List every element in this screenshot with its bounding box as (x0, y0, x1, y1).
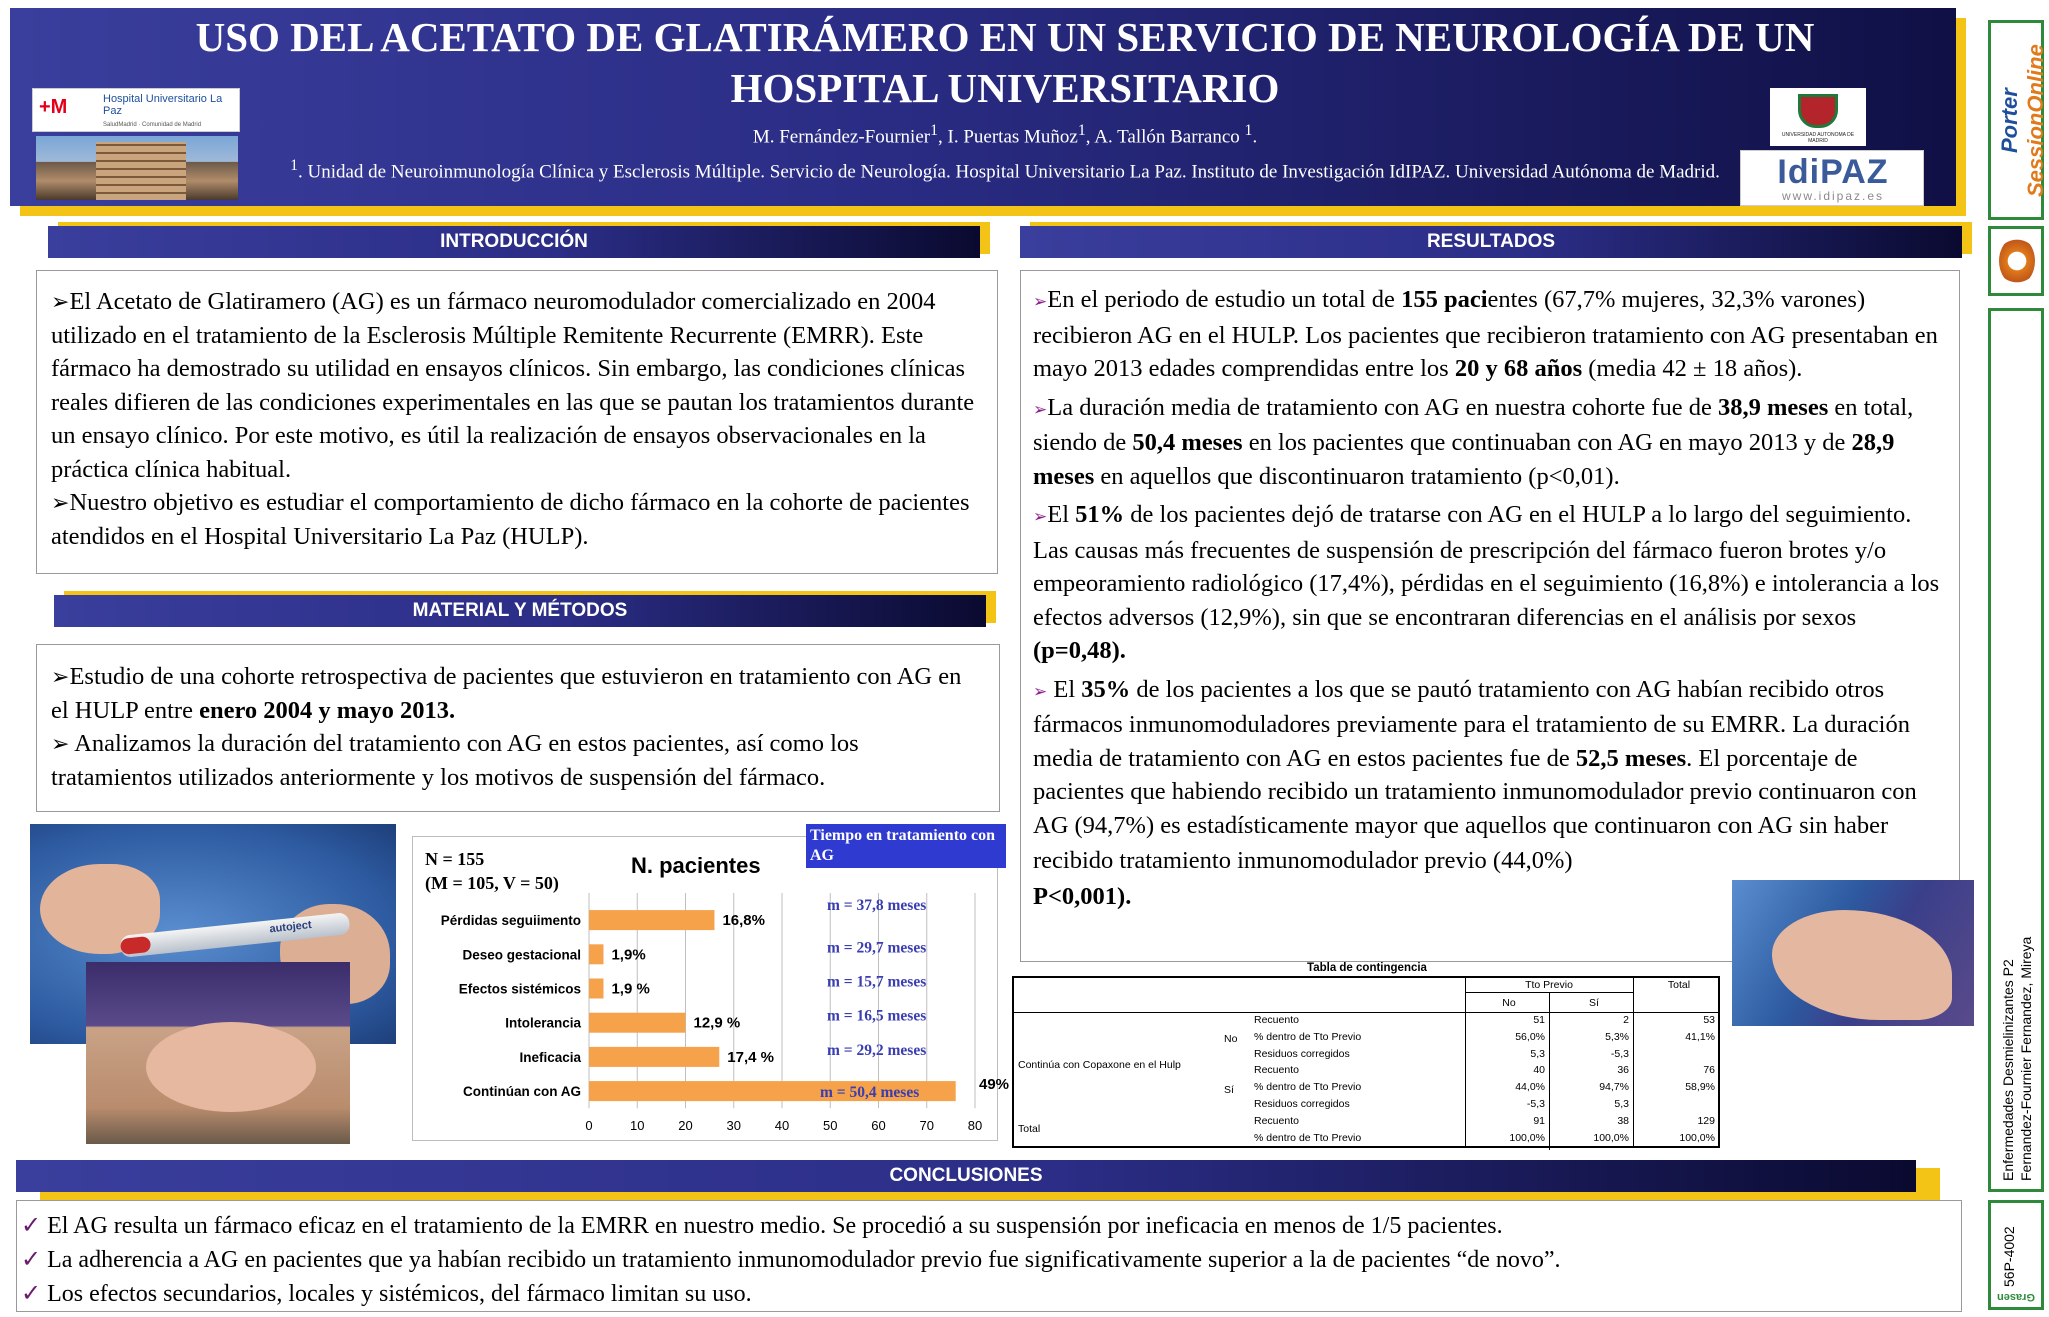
hospital-la-paz-logo (32, 88, 240, 132)
no-cell: 56,0% (1515, 1030, 1545, 1043)
conclusion-item: ✓ El AG resulta un fármaco eficaz en el tratamiento de la EMRR en nuestro medio. Se procedió a su suspensión por ineficacia en menos de 1/5 pacientes. (21, 1213, 1503, 1239)
grasen-brand: Grasen (1997, 1291, 2035, 1303)
x-tick-label: 50 (823, 1118, 838, 1134)
category-label: Efectos sistémicos (458, 981, 581, 997)
mean-duration-label: m = 29,7 meses (827, 939, 927, 957)
results-text: ➢En el periodo de estudio un total de 155 pacientes (67,7% mujeres, 32,3% varones) recibieron AG en el HULP. Los pacientes que recibieron tratamiento con AG presentaban en mayo 2013 edades comprendidas entre los 20 y 68 años (media 42 ± 18 años). ➢La duración media de tratamiento con AG en nuestra cohorte fue de 38,9 meses en total, siendo de 50,4 meses en los pacientes que continuaban con AG en mayo 2013 y de 28,9 meses en aquellos que discontinuaron tratamiento (p<0,01). ➢El 51% de los pacientes dejó de tratarse con AG en el HULP a lo largo del seguimiento. Las causas más frecuentes de suspensión de prescripción del fármaco fueron brotes y/o empeoramiento radiológico (17,4%), pérdidas en el seguimiento (16,8%) e intolerancia a los efectos adversos (12,9%), sin que se encontraran diferencias en el análisis por sexos (p=0,48). ➢ El 35% de los pacientes a los que se pautó tratamiento con AG habían recibido otros fármacos inmunomoduladores previamente para el tratamiento de su EMRR. La duración media de tratamiento con AG en estos pacientes fue de 52,5 meses. El porcentaje de pacientes que habiendo recibido un tratamiento inmunomodulador previo continuaron con AG (94,7%) es estadísticamente mayor que aquellos que continuaron con AG sin haber recibido tratamiento inmunomodulador previo (44,0%) P<0,001). (1020, 270, 1960, 962)
porter-session-logo (1988, 20, 2048, 220)
logo-subtext: SaludMadrid · Comunidad de Madrid (103, 122, 202, 128)
stat-cell: Recuento (1254, 1014, 1299, 1026)
chart-annotation (425, 847, 559, 895)
x-tick-label: 30 (726, 1118, 741, 1134)
si-cell: 5,3% (1605, 1030, 1629, 1043)
crest-icon (1798, 94, 1838, 128)
no-cell: 40 (1533, 1064, 1545, 1077)
intro-header (48, 226, 980, 258)
col-si-header: Sí (1589, 997, 1599, 1009)
x-tick-label: 60 (871, 1118, 886, 1134)
total-cell: 41,1% (1685, 1030, 1715, 1043)
si-cell: 38 (1617, 1114, 1629, 1127)
si-cell: 5,3 (1614, 1098, 1629, 1110)
category-label: Pérdidas seguiimento (440, 913, 581, 929)
check-icon: ✓ (21, 1213, 42, 1239)
affiliation: $^1$. Unidad de Neuroinmunología Clínica y Esclerosis Múltiple. Servicio de Neurología. Hospital Universitario La Paz. Instituto de Investigación IdIPAZ. Universidad Autónoma de Madrid. (290, 157, 1720, 183)
stat-cell: % dentro de Tto Previo (1254, 1030, 1362, 1043)
poster-title: USO DEL ACETATO DE GLATIRÁMERO EN UN SERVICIO DE NEUROLOGÍA DE UN HOSPITAL UNIVERSITARIO (195, 14, 1815, 111)
bar (589, 1047, 719, 1067)
porter-session-text: Porter SessionOnline (1997, 44, 2048, 198)
no-cell: 100,0% (1509, 1131, 1545, 1144)
chart-side-label: Tiempo en tratamiento con AG (806, 824, 1006, 868)
mean-duration-label: m = 50,4 meses (820, 1084, 920, 1102)
contingency-table (1012, 962, 1722, 1150)
uam-caption: UNIVERSIDAD AUTONOMA DE MADRID (1781, 132, 1855, 144)
value-label: 17,4 % (727, 1048, 774, 1066)
contingency-title: Tabla de contingencia (1307, 962, 1427, 974)
check-icon: ✓ (21, 1247, 42, 1273)
bar (589, 910, 714, 930)
conclusions-header (16, 1160, 1916, 1192)
bar (589, 944, 603, 964)
conclusion-item: ✓ La adherencia a AG en pacientes que ya habían recibido un tratamiento inmunomodulador previo fue significativamente superior a la de pacientes “de novo”. (21, 1247, 1561, 1273)
leg-injection-photo (1732, 880, 1974, 1026)
group-no: No (1224, 1033, 1238, 1045)
poster-header (10, 8, 1956, 206)
col-group-header: Tto Previo (1525, 979, 1573, 991)
bar (589, 1013, 686, 1033)
poster-code-box (1988, 1200, 2044, 1310)
si-cell: 94,7% (1599, 1081, 1629, 1094)
mean-duration-label: m = 37,8 meses (827, 897, 927, 915)
mean-duration-label: m = 16,5 meses (827, 1007, 927, 1025)
row-label: Continúa con Copaxone en el Hulp (1018, 1059, 1181, 1071)
total-cell: 100,0% (1679, 1131, 1715, 1144)
results-header-label: RESULTADOS (1426, 231, 1556, 252)
poster-metadata (1988, 308, 2044, 1192)
chart-annotation-line2: (M = 105, V = 50) (425, 873, 559, 893)
logo-mark: +M (39, 96, 68, 118)
total-cell: 76 (1703, 1064, 1715, 1077)
injection-site-photo (86, 962, 350, 1144)
hospital-building-photo (36, 136, 238, 200)
value-label: 12,9 % (693, 1014, 741, 1032)
x-tick-label: 10 (630, 1118, 645, 1134)
category-label: Intolerancia (505, 1015, 581, 1031)
intro-text: ➢El Acetato de Glatiramero (AG) es un fármaco neuromodulador comercializado en 2004 utilizado en el tratamiento de la Esclerosis Múltiple Remitente Recurrente (EMRR). Este fármaco ha demostrado su utilidad en ensayos clínicos. Sin embargo, las condiciones clínicas reales difieren de las condiciones experimentales en las que se pautan los tratamientos durante un ensayo clínico. Por este motivo, es útil la realización de ensayos observacionales en la práctica clínica habitual. ➢Nuestro objetivo es estudiar el comportamiento de dicho fármaco en la cohorte de pacientes atendidos en el Hospital Universitario La Paz (HULP). (36, 270, 998, 574)
col-total-header: Total (1667, 979, 1691, 991)
poster-metadata-text: Enfermedades Desmielinizantes P2 Fernandez-Fournier Fernandez, Mireya (2000, 936, 2034, 1181)
stat-cell: Recuento (1254, 1064, 1299, 1077)
bar-chart (412, 836, 1010, 1141)
chart-annotation-line1: N = 155 (425, 849, 485, 869)
methods-header (54, 595, 986, 627)
authors: M. Fernández-Fournier$^1$, I. Puertas Muñoz$^1$, A. Tallón Barranco $^1$. (752, 122, 1258, 148)
mean-duration-label: m = 29,2 meses (827, 1041, 927, 1059)
stat-cell: Residuos corregidos (1254, 1047, 1350, 1060)
contingency-grid (1012, 976, 1720, 1148)
poster-code: 56P-4002 (2001, 1226, 2017, 1287)
no-cell: 91 (1533, 1114, 1545, 1127)
bar (589, 979, 603, 999)
group-si: Sí (1224, 1084, 1234, 1096)
logo-text: Hospital Universitario La Paz (103, 93, 223, 117)
sen-icon (1999, 237, 2035, 285)
si-cell: -5,3 (1610, 1047, 1629, 1060)
conclusion-item: ✓ Los efectos secundarios, locales y sistémicos, del fármaco limitan su uso. (21, 1281, 752, 1307)
no-cell: 44,0% (1515, 1081, 1545, 1094)
stat-cell: Recuento (1254, 1114, 1299, 1127)
intro-header-label: INTRODUCCIÓN (440, 231, 588, 252)
idipaz-wordmark: IdiPAZ (1777, 153, 1889, 191)
conclusions-header-label: CONCLUSIONES (889, 1165, 1043, 1186)
uam-crest-logo (1770, 88, 1866, 146)
x-tick-label: 40 (774, 1118, 790, 1134)
results-header (1020, 226, 1962, 258)
x-tick-label: 80 (967, 1118, 983, 1134)
si-cell: 100,0% (1593, 1131, 1629, 1144)
value-label: 49% (979, 1076, 1010, 1094)
no-cell: -5,3 (1526, 1098, 1545, 1110)
check-icon: ✓ (21, 1281, 42, 1307)
chart-title: N. pacientes (631, 853, 761, 878)
pen-label: autoject (268, 918, 313, 936)
x-tick-label: 70 (919, 1118, 934, 1134)
idipaz-url: www.idipaz.es (1781, 189, 1885, 203)
total-cell: 53 (1703, 1014, 1715, 1026)
total-label: Total (1018, 1123, 1041, 1135)
x-tick-label: 0 (585, 1118, 593, 1134)
methods-text: ➢Estudio de una cohorte retrospectiva de pacientes que estuvieron en tratamiento con AG en el HULP entre enero 2004 y mayo 2013. ➢ Analizamos la duración del tratamiento con AG en estos pacientes, así como los tratamientos utilizados anteriormente y los motivos de suspensión del fármaco. (36, 644, 1000, 812)
sen-logo (1988, 226, 2044, 296)
col-no-header: No (1502, 997, 1516, 1009)
si-cell: 2 (1623, 1014, 1629, 1026)
methods-header-label: MATERIAL Y MÉTODOS (412, 600, 628, 621)
no-cell: 5,3 (1530, 1047, 1545, 1060)
no-cell: 51 (1533, 1014, 1545, 1026)
idipaz-logo (1740, 150, 1924, 206)
si-cell: 36 (1617, 1064, 1629, 1077)
value-label: 1,9% (611, 946, 646, 964)
value-label: 16,8% (722, 912, 765, 930)
total-cell: 58,9% (1685, 1081, 1715, 1094)
mean-duration-label: m = 15,7 meses (827, 973, 927, 991)
value-label: 1,9 % (611, 980, 650, 998)
category-label: Deseo gestacional (462, 947, 581, 963)
x-tick-label: 20 (678, 1118, 693, 1134)
category-label: Ineficacia (519, 1049, 581, 1065)
total-cell: 129 (1697, 1114, 1715, 1127)
stat-cell: % dentro de Tto Previo (1254, 1081, 1362, 1094)
conclusions-box (16, 1200, 1962, 1312)
stat-cell: % dentro de Tto Previo (1254, 1131, 1362, 1144)
category-label: Continúan con AG (463, 1084, 581, 1100)
stat-cell: Residuos corregidos (1254, 1098, 1350, 1110)
